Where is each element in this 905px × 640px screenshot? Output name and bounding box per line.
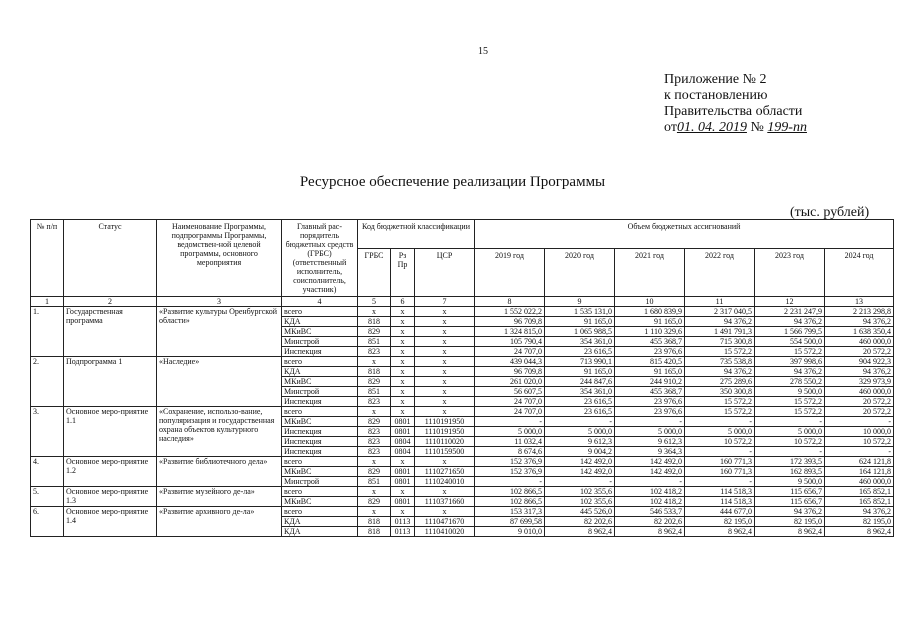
row-value: 94 376,2	[755, 507, 825, 517]
row-grbs: х	[358, 307, 391, 317]
row-value: 244 847,6	[545, 377, 615, 387]
row-value: 94 376,2	[825, 317, 894, 327]
row-csr: 1110371660	[415, 497, 475, 507]
row-rzpr: 0804	[391, 437, 415, 447]
row-value: 1 491 791,3	[685, 327, 755, 337]
row-name: «Развитие архивного де-ла»	[157, 507, 282, 537]
row-value: 9 612,3	[615, 437, 685, 447]
row-value: 5 000,0	[615, 427, 685, 437]
row-value: 2 231 247,9	[755, 307, 825, 317]
row-grbs: 823	[358, 437, 391, 447]
row-value: 20 572,2	[825, 397, 894, 407]
row-value: 87 699,58	[475, 517, 545, 527]
col-number: 1	[31, 297, 64, 307]
row-number: 4.	[31, 457, 64, 487]
row-status: Подпрограмма 1	[64, 357, 157, 407]
row-rzpr: х	[391, 327, 415, 337]
table-row	[31, 457, 894, 467]
row-value: 1 535 131,0	[545, 307, 615, 317]
row-rzpr: х	[391, 407, 415, 417]
row-manager: Минстрой	[282, 477, 358, 487]
row-value: 15 572,2	[685, 407, 755, 417]
row-value: 9 612,3	[545, 437, 615, 447]
row-value: 94 376,2	[685, 317, 755, 327]
row-rzpr: х	[391, 507, 415, 517]
row-value: 2 213 298,8	[825, 307, 894, 317]
row-grbs: 818	[358, 517, 391, 527]
row-manager: КДА	[282, 317, 358, 327]
row-value: 23 976,6	[615, 397, 685, 407]
row-grbs: 823	[358, 347, 391, 357]
row-csr: х	[415, 327, 475, 337]
row-value: 82 202,6	[615, 517, 685, 527]
row-manager: всего	[282, 357, 358, 367]
row-value: 102 866,5	[475, 497, 545, 507]
row-csr: 1110240010	[415, 477, 475, 487]
row-value: -	[825, 447, 894, 457]
row-grbs: 851	[358, 477, 391, 487]
row-value: -	[545, 417, 615, 427]
row-value: 142 492,0	[615, 467, 685, 477]
row-status: Основное меро-приятие 1.3	[64, 487, 157, 507]
row-value: 1 065 988,5	[545, 327, 615, 337]
row-value: 142 492,0	[615, 457, 685, 467]
row-value: 9 010,0	[475, 527, 545, 537]
row-value: -	[475, 417, 545, 427]
row-name: «Развитие музейного де-ла»	[157, 487, 282, 507]
appendix-line-1: Приложение № 2	[664, 72, 767, 87]
row-csr: х	[415, 397, 475, 407]
row-value: 15 572,2	[755, 347, 825, 357]
row-value: -	[755, 447, 825, 457]
row-value: 715 300,8	[685, 337, 755, 347]
row-value: 91 165,0	[545, 317, 615, 327]
row-csr: 1110159500	[415, 447, 475, 457]
row-name: «Сохранение, использо-вание, популяризация и государственная охрана объектов культурного наследия»	[157, 407, 282, 457]
row-value: 24 707,0	[475, 347, 545, 357]
header-year: 2024 год	[825, 249, 894, 297]
row-value: 165 852,1	[825, 497, 894, 507]
header-year: 2020 год	[545, 249, 615, 297]
row-value: 2 317 040,5	[685, 307, 755, 317]
row-value: 164 121,8	[825, 467, 894, 477]
row-rzpr: х	[391, 377, 415, 387]
number-prefix: №	[746, 120, 768, 135]
row-grbs: 818	[358, 527, 391, 537]
header-year: 2019 год	[475, 249, 545, 297]
row-value: 20 572,2	[825, 407, 894, 417]
row-grbs: 823	[358, 427, 391, 437]
row-value: 8 962,4	[825, 527, 894, 537]
row-value: 96 709,8	[475, 367, 545, 377]
row-value: 91 165,0	[615, 317, 685, 327]
row-value: 1 638 350,4	[825, 327, 894, 337]
row-value: 23 616,5	[545, 347, 615, 357]
row-value: 546 533,7	[615, 507, 685, 517]
row-rzpr: х	[391, 307, 415, 317]
row-grbs: 829	[358, 497, 391, 507]
col-number: 5	[358, 297, 391, 307]
row-value: 82 195,0	[825, 517, 894, 527]
row-value: 444 677,0	[685, 507, 755, 517]
column-number-row	[31, 297, 894, 307]
row-value: 1 324 815,0	[475, 327, 545, 337]
row-csr: х	[415, 487, 475, 497]
row-csr: х	[415, 387, 475, 397]
col-number: 10	[615, 297, 685, 307]
row-value: 9 500,0	[755, 477, 825, 487]
row-manager: КДА	[282, 517, 358, 527]
row-value: 20 572,2	[825, 347, 894, 357]
row-rzpr: 0801	[391, 417, 415, 427]
row-value: 10 572,2	[685, 437, 755, 447]
row-value: 114 518,3	[685, 487, 755, 497]
row-value: 24 707,0	[475, 397, 545, 407]
row-value: 1 680 839,9	[615, 307, 685, 317]
header-rzpr: Рз Пр	[391, 249, 415, 297]
date-prefix: от	[664, 120, 677, 135]
row-value: 115 656,7	[755, 487, 825, 497]
row-name: «Развитие культуры Оренбургской области»	[157, 307, 282, 357]
header-status: Статус	[64, 220, 157, 297]
header-year: 2021 год	[615, 249, 685, 297]
row-grbs: 851	[358, 337, 391, 347]
row-value: 94 376,2	[825, 367, 894, 377]
row-csr: х	[415, 337, 475, 347]
row-csr: х	[415, 347, 475, 357]
row-value: 5 000,0	[545, 427, 615, 437]
row-rzpr: 0113	[391, 517, 415, 527]
row-value: 8 962,4	[685, 527, 755, 537]
row-value: 735 538,8	[685, 357, 755, 367]
row-rzpr: х	[391, 367, 415, 377]
row-value: 142 492,0	[545, 467, 615, 477]
header-budget-code: Код бюджетной классификации	[358, 220, 475, 249]
row-value: 5 000,0	[685, 427, 755, 437]
row-value: 261 020,0	[475, 377, 545, 387]
row-value: 354 361,0	[545, 337, 615, 347]
row-value: -	[615, 477, 685, 487]
row-rzpr: 0801	[391, 427, 415, 437]
row-value: 102 866,5	[475, 487, 545, 497]
row-grbs: 823	[358, 447, 391, 457]
row-manager: Инспекция	[282, 437, 358, 447]
row-value: 102 355,6	[545, 497, 615, 507]
row-value: 102 418,2	[615, 497, 685, 507]
row-csr: х	[415, 507, 475, 517]
row-value: 15 572,2	[685, 397, 755, 407]
table-row	[31, 487, 894, 497]
appendix-date-line	[664, 120, 807, 136]
row-value: 82 202,6	[545, 517, 615, 527]
row-grbs: х	[358, 457, 391, 467]
row-manager: всего	[282, 457, 358, 467]
row-value: 10 572,2	[755, 437, 825, 447]
row-rzpr: х	[391, 317, 415, 327]
row-grbs: 818	[358, 367, 391, 377]
row-value: 9 364,3	[615, 447, 685, 457]
row-value: 105 790,4	[475, 337, 545, 347]
row-csr: х	[415, 367, 475, 377]
row-manager: Инспекция	[282, 427, 358, 437]
row-value: 91 165,0	[545, 367, 615, 377]
row-csr: х	[415, 317, 475, 327]
row-manager: всего	[282, 507, 358, 517]
resource-table	[30, 219, 894, 537]
row-value: 275 289,6	[685, 377, 755, 387]
row-csr: 1110271650	[415, 467, 475, 477]
row-manager: МКиВС	[282, 417, 358, 427]
page-number: 15	[478, 46, 488, 57]
row-value: 23 616,5	[545, 397, 615, 407]
appendix-line-3: Правительства области	[664, 104, 803, 119]
row-manager: всего	[282, 407, 358, 417]
row-grbs: 829	[358, 327, 391, 337]
row-status: Основное меро-приятие 1.2	[64, 457, 157, 487]
handwritten-date: 01. 04. 2019	[676, 120, 747, 135]
handwritten-number: 199-пп	[767, 120, 807, 135]
row-csr: х	[415, 407, 475, 417]
row-grbs: 829	[358, 467, 391, 477]
row-rzpr: х	[391, 397, 415, 407]
row-value: 114 518,3	[685, 497, 755, 507]
row-status: Основное меро-приятие 1.1	[64, 407, 157, 457]
col-number: 2	[64, 297, 157, 307]
row-grbs: х	[358, 487, 391, 497]
header-allocations: Объем бюджетных ассигнований	[475, 220, 894, 249]
row-value: 397 998,6	[755, 357, 825, 367]
row-value: 56 607,5	[475, 387, 545, 397]
row-manager: МКиВС	[282, 327, 358, 337]
row-grbs: х	[358, 407, 391, 417]
row-value: 102 355,6	[545, 487, 615, 497]
row-number: 6.	[31, 507, 64, 537]
row-value: 102 418,2	[615, 487, 685, 497]
table-row	[31, 307, 894, 317]
row-rzpr: х	[391, 457, 415, 467]
row-number: 1.	[31, 307, 64, 357]
row-manager: МКиВС	[282, 497, 358, 507]
row-value: 94 376,2	[685, 367, 755, 377]
table-body	[31, 307, 894, 537]
row-value: 165 852,1	[825, 487, 894, 497]
row-csr: 1110471670	[415, 517, 475, 527]
row-grbs: 829	[358, 417, 391, 427]
row-value: 91 165,0	[615, 367, 685, 377]
row-grbs: 851	[358, 387, 391, 397]
header-csr: ЦСР	[415, 249, 475, 297]
header-num: № п/п	[31, 220, 64, 297]
row-rzpr: 0804	[391, 447, 415, 457]
row-manager: Инспекция	[282, 397, 358, 407]
row-grbs: 818	[358, 317, 391, 327]
row-status: Государственная программа	[64, 307, 157, 357]
row-value: 460 000,0	[825, 477, 894, 487]
row-value: -	[825, 417, 894, 427]
row-value: -	[615, 417, 685, 427]
row-value: 94 376,2	[755, 317, 825, 327]
row-manager: Инспекция	[282, 347, 358, 357]
row-value: 15 572,2	[755, 407, 825, 417]
row-manager: МКиВС	[282, 377, 358, 387]
col-number: 8	[475, 297, 545, 307]
row-rzpr: х	[391, 337, 415, 347]
row-manager: Инспекция	[282, 447, 358, 457]
row-value: 554 500,0	[755, 337, 825, 347]
row-number: 3.	[31, 407, 64, 457]
row-value: 460 000,0	[825, 387, 894, 397]
row-value: 15 572,2	[755, 397, 825, 407]
row-value: 15 572,2	[685, 347, 755, 357]
row-value: 10 000,0	[825, 427, 894, 437]
row-value: 1 110 329,6	[615, 327, 685, 337]
row-rzpr: х	[391, 357, 415, 367]
row-value: 160 771,3	[685, 467, 755, 477]
row-value: -	[475, 477, 545, 487]
row-rzpr: 0801	[391, 497, 415, 507]
row-rzpr: 0801	[391, 477, 415, 487]
row-grbs: х	[358, 507, 391, 517]
table-header	[31, 220, 894, 307]
row-value: -	[685, 477, 755, 487]
units-label: (тыс. рублей)	[790, 205, 870, 220]
row-value: -	[685, 447, 755, 457]
row-value: 152 376,9	[475, 457, 545, 467]
row-csr: х	[415, 457, 475, 467]
row-value: 142 492,0	[545, 457, 615, 467]
row-csr: 1110191950	[415, 417, 475, 427]
row-grbs: 823	[358, 397, 391, 407]
row-value: 439 044,3	[475, 357, 545, 367]
row-value: 8 962,4	[545, 527, 615, 537]
row-manager: Минстрой	[282, 387, 358, 397]
col-number: 13	[825, 297, 894, 307]
row-value: 713 990,1	[545, 357, 615, 367]
row-value: -	[545, 477, 615, 487]
row-csr: 1110110020	[415, 437, 475, 447]
row-manager: всего	[282, 307, 358, 317]
row-value: 172 393,5	[755, 457, 825, 467]
row-value: 5 000,0	[755, 427, 825, 437]
row-csr: х	[415, 307, 475, 317]
header-manager: Главный рас-порядитель бюджетных средств (ГРБС) (ответственный исполнитель, соисполнитель, участник)	[282, 220, 358, 297]
table-row	[31, 507, 894, 517]
row-value: 24 707,0	[475, 407, 545, 417]
row-rzpr: 0113	[391, 527, 415, 537]
row-csr: х	[415, 357, 475, 367]
row-value: 9 500,0	[755, 387, 825, 397]
header-year: 2022 год	[685, 249, 755, 297]
row-value: 153 317,3	[475, 507, 545, 517]
row-value: 815 420,5	[615, 357, 685, 367]
row-value: -	[755, 417, 825, 427]
table-row	[31, 407, 894, 417]
row-value: 152 376,9	[475, 467, 545, 477]
row-value: 82 195,0	[755, 517, 825, 527]
row-value: 10 572,2	[825, 437, 894, 447]
row-name: «Развитие библиотечного дела»	[157, 457, 282, 487]
row-value: 8 674,6	[475, 447, 545, 457]
row-grbs: х	[358, 357, 391, 367]
row-value: 1 552 022,2	[475, 307, 545, 317]
row-manager: МКиВС	[282, 467, 358, 477]
row-value: 329 973,9	[825, 377, 894, 387]
row-name: «Наследие»	[157, 357, 282, 407]
table-row	[31, 357, 894, 367]
row-value: 445 526,0	[545, 507, 615, 517]
col-number: 7	[415, 297, 475, 307]
header-year: 2023 год	[755, 249, 825, 297]
row-value: 23 976,6	[615, 407, 685, 417]
row-value: 460 000,0	[825, 337, 894, 347]
row-grbs: 829	[358, 377, 391, 387]
row-value: 11 032,4	[475, 437, 545, 447]
row-value: -	[685, 417, 755, 427]
row-number: 2.	[31, 357, 64, 407]
row-value: 624 121,8	[825, 457, 894, 467]
document-title: Ресурсное обеспечение реализации Программы	[299, 174, 606, 190]
row-value: 96 709,8	[475, 317, 545, 327]
row-value: 9 004,2	[545, 447, 615, 457]
row-number: 5.	[31, 487, 64, 507]
col-number: 11	[685, 297, 755, 307]
row-rzpr: х	[391, 487, 415, 497]
row-rzpr: х	[391, 387, 415, 397]
row-value: 1 566 799,5	[755, 327, 825, 337]
row-value: 244 910,2	[615, 377, 685, 387]
row-value: 278 550,2	[755, 377, 825, 387]
row-csr: 1110410020	[415, 527, 475, 537]
header-name: Наименование Программы, подпрограммы Программы, ведомствен-ной целевой программы, основного мероприятия	[157, 220, 282, 297]
row-value: 23 616,5	[545, 407, 615, 417]
row-value: 94 376,2	[755, 367, 825, 377]
row-value: 23 976,6	[615, 347, 685, 357]
row-value: 162 893,5	[755, 467, 825, 477]
col-number: 4	[282, 297, 358, 307]
row-rzpr: 0801	[391, 467, 415, 477]
row-value: 354 361,0	[545, 387, 615, 397]
col-number: 9	[545, 297, 615, 307]
row-value: 455 368,7	[615, 337, 685, 347]
row-value: 115 656,7	[755, 497, 825, 507]
row-manager: КДА	[282, 367, 358, 377]
row-manager: всего	[282, 487, 358, 497]
row-value: 82 195,0	[685, 517, 755, 527]
row-rzpr: х	[391, 347, 415, 357]
row-value: 350 300,8	[685, 387, 755, 397]
row-manager: Минстрой	[282, 337, 358, 347]
row-csr: 1110191950	[415, 427, 475, 437]
row-value: 8 962,4	[615, 527, 685, 537]
row-value: 5 000,0	[475, 427, 545, 437]
row-value: 8 962,4	[755, 527, 825, 537]
row-value: 94 376,2	[825, 507, 894, 517]
row-value: 160 771,3	[685, 457, 755, 467]
row-value: 455 368,7	[615, 387, 685, 397]
col-number: 6	[391, 297, 415, 307]
row-manager: КДА	[282, 527, 358, 537]
col-number: 3	[157, 297, 282, 307]
appendix-line-2: к постановлению	[664, 88, 768, 103]
col-number: 12	[755, 297, 825, 307]
row-status: Основное меро-приятие 1.4	[64, 507, 157, 537]
appendix-block	[664, 72, 807, 136]
row-csr: х	[415, 377, 475, 387]
row-value: 904 922,3	[825, 357, 894, 367]
header-grbs: ГРБС	[358, 249, 391, 297]
